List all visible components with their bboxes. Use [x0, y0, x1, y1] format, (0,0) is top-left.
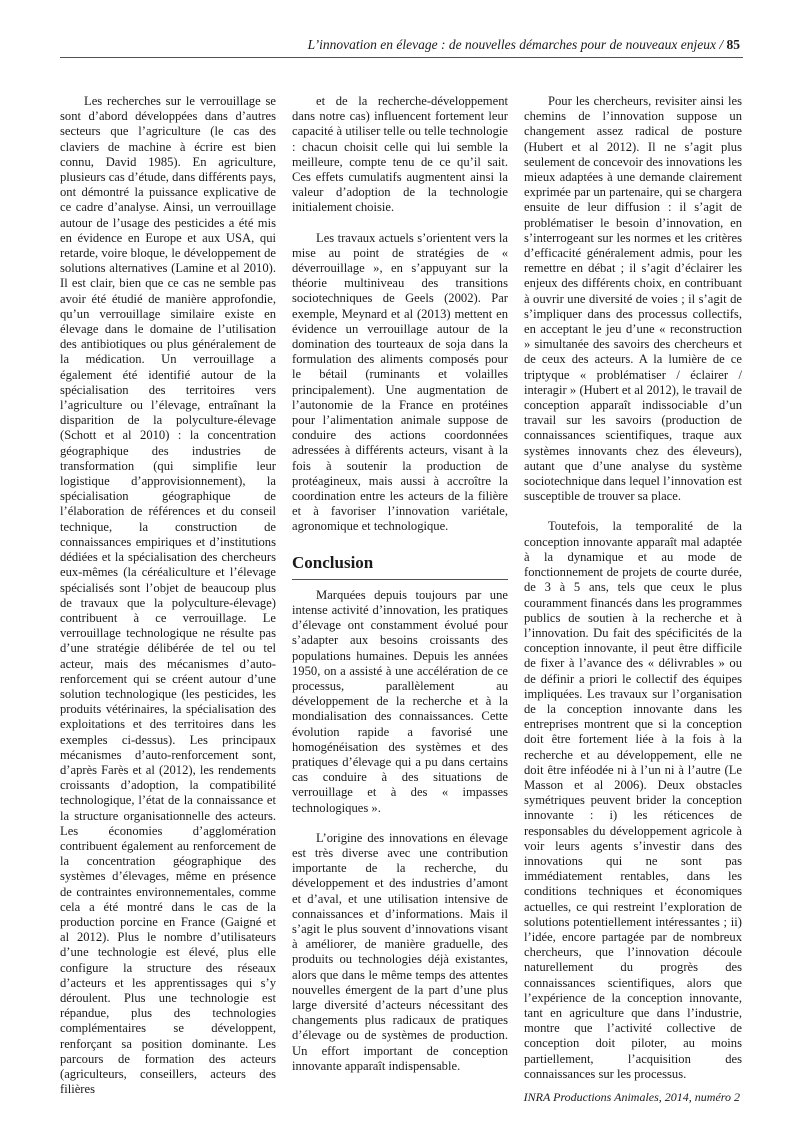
- paragraph: Marquées depuis toujours par une intense activité d’innovation, les pratiques d’élevage ont constamment évolué pour s’adapter aux besoins croissants des populations humaines. Depuis les années 1950, on a assisté à une accélération de ce processus, parallèlement au développement de la recherche et à la mondialisation des connaissances. Cette évolution rapide a favorisé une homogénéisation des systèmes et des pratiques d’élevage qui a pu dans certains cas conduire à des situations de verrouillage et à des « impasses technologiques ».: [292, 587, 508, 815]
- section-heading-conclusion: Conclusion: [292, 553, 508, 580]
- paragraph: Les travaux actuels s’orientent vers la mise au point de stratégies de « déverrouillage », en s’appuyant sur la théorie multiniveau des transitions sociotechniques de Geels (2002). Par exemple, Meynard et al (2013) mettent en évidence un verrouillage autour de la domination des tourteaux de soja dans la formulation des aliments composés pour le bétail (ruminants et volailles principalement). Une augmentation de l’autonomie de la France en protéines pour l’alimentation animale suppose de conduire des actions coordonnées adressées à différents acteurs, visant à la fois à soutenir la production de protéagineux, mais aussi à accroître la coordination entre les acteurs de la filière et à favoriser l’innovation variétale, agronomique et technologique.: [292, 230, 508, 534]
- paragraph: Pour les chercheurs, revisiter ainsi les chemins de l’innovation suppose un changement assez radical de posture (Hubert et al 2012). Il ne s’agit plus seulement de concevoir des innovations les mieux adaptées à une demande clairement exprimée par un partenaire, qui se chargera ensuite de leur diffusion : il s’agit de problématiser le besoin d’innovation, en s’interrogeant sur les normes et les critères d’efficacité généralement admis, pour les remettre en débat ; il s’agit d’éclairer les enjeux des différents choix, en contribuant à ouvrir une diversité de voies ; il s’agit de s’impliquer dans des processus collectifs, en acceptant le jeu d’une « reconstruction » simultanée des savoirs des chercheurs et de ceux des acteurs. A la lumière de ce triptyque « problématiser / éclairer / interagir » (Hubert et al 2012), le travail de conception apparaît indissociable d’un travail sur les savoirs (production de connaissances scientifiques, traque aux systèmes innovants chez des éleveurs), autant que d’une analyse du système sociotechnique dans lequel l’innovation est susceptible de trouver sa place.: [524, 94, 742, 504]
- page-number: 85: [726, 37, 740, 52]
- text-column-left: [60, 94, 276, 1097]
- running-head-separator: /: [715, 37, 727, 52]
- running-title: L’innovation en élevage : de nouvelles démarches pour de nouveaux enjeux: [307, 37, 716, 52]
- text-column-right: [524, 94, 742, 1082]
- paragraph: Toutefois, la temporalité de la conception innovante apparaît mal adaptée à la dynamique et au mode de fonctionnement de projets de courte durée, de 3 à 5 ans, tels que ceux le plus couramment financés dans les programmes publics de soutien à la recherche et à l’innovation. Du fait des spécificités de la conception innovante, il peut être difficile de fixer à l’avance des « délivrables » ou de définir a priori le collectif des équipes impliquées. Les travaux sur l’organisation de la conception innovante dans les entreprises montrent que si la conception doit être fortement liée à la fois à la recherche et au développement, elle ne doit être inféodée ni à l’un ni à l’autre (Le Masson et al 2006). Deux obstacles symétriques peuvent brider la conception innovante : i) les réticences de responsables du développement agricole à voir leurs agents s’investir dans des innovations qui ne sont pas immédiatement rentables, dans les conditions techniques et économiques actuelles, ce qui restreint l’exploration de solutions potentiellement intéressantes ; ii) l’idée, encore partagée par de nombreux chercheurs, que l’innovation découle naturellement du progrès des connaissances scientifiques, alors que l’expérience de la conception innovante, tant en agriculture que dans l’industrie, montre que l’activité collective de conception doit piloter, au moins partiellement, l’acquisition des connaissances sur les processus.: [524, 519, 742, 1081]
- paragraph: L’origine des innovations en élevage est très diverse avec une contribution importante de la recherche, du développement et des industries d’amont et d’aval, et une utilisation intensive de connaissances et d’informations. Mais il s’agit le plus souvent d’innovations visant à améliorer, de manière graduelle, des produits ou technologies déjà existantes, alors que dans le même temps des attentes nouvelles émergent de la part d’une plus large diversité d’acteurs nécessitant des changements plus radicaux de pratiques d’élevage ou de systèmes de production. Un effort important de conception innovante apparaît indispensable.: [292, 830, 508, 1073]
- text-column-middle: [292, 94, 508, 1074]
- paragraph: Les recherches sur le verrouillage se sont d’abord développées dans d’autres secteurs que l’agriculture (le cas des claviers de machine à écrire est bien connu, David 1985). En agriculture, plusieurs cas d’étude, dans différents pays, ont démontré la puissance explicative de ce cadre d’analyse. Ainsi, un verrouillage autour de l’usage des pesticides a été mis en évidence en Europe et aux USA, qui retarde, voire bloque, le développement de solutions alternatives (Lamine et al 2010). Il est clair, bien que ce cas ne semble pas avoir été étudié de manière approfondie, qu’un verrouillage similaire existe en élevage dans le domaine de l’utilisation des antibiotiques ou plus généralement de la médication. Un verrouillage a également été identifié autour de la spécialisation des territoires vers l’agriculture ou l’élevage, entraînant la disparition de la polyculture-élevage (Schott et al 2010) : la concentration géographique des industries de transformation (qui simplifie leur logistique d’approvisionnement), la spécialisation géographique de l’élaboration de références et du conseil technique, la construction de connaissances empiriques et d’institutions dédiées et la spécialisation des chercheurs eux-mêmes (la céréaliculture et l’élevage spécialisés sont l’objet de beaucoup plus de travaux que la polyculture-élevage) contribuent à ce verrouillage. Le verrouillage technologique ne résulte pas d’une stratégie délibérée de tel ou tel acteur, mais des mécanismes d’auto-renforcement qui se créent autour d’une solution technologique (les pesticides, les produits vétérinaires, la spécialisation des exploitations et des territoires dans les exemples ci-dessus). Les principaux mécanismes d’auto-renforcement sont, d’après Farès et al (2012), les rendements croissants d’adoption, la compatibilité technologique, l’état de la connaissance et la structure organisationnelle des acteurs. Les économies d’agglomération contribuent également au renforcement de la concentration géographique des systèmes d’élevages, même en présence de contraintes environnementales, comme cela a été montré dans le cas de la production porcine en France (Gaigné et al 2012). Plus le nombre d’utilisateurs d’une technologie est élevé, plus elle configure la structure des réseaux d’acteurs et les apprentissages qui s’y déroulent. Plus une technologie est répandue, plus des technologies complémentaires se développent, renforçant sa position dominante. Les parcours de formation des acteurs (agriculteurs, conseillers, acteurs des filières: [60, 94, 276, 1097]
- header-rule: [60, 57, 743, 58]
- paragraph: et de la recherche-développement dans notre cas) influencent fortement leur capacité à utiliser telle ou telle technologie : chacun choisit celle qui lui semble la meilleure, compte tenu de ce qu’il sait. Ces effets cumulatifs augmentent ainsi la valeur d’adoption de la technologie initialement choisie.: [292, 94, 508, 215]
- page-footer: INRA Productions Animales, 2014, numéro 2: [523, 1090, 740, 1104]
- running-head: [60, 36, 740, 54]
